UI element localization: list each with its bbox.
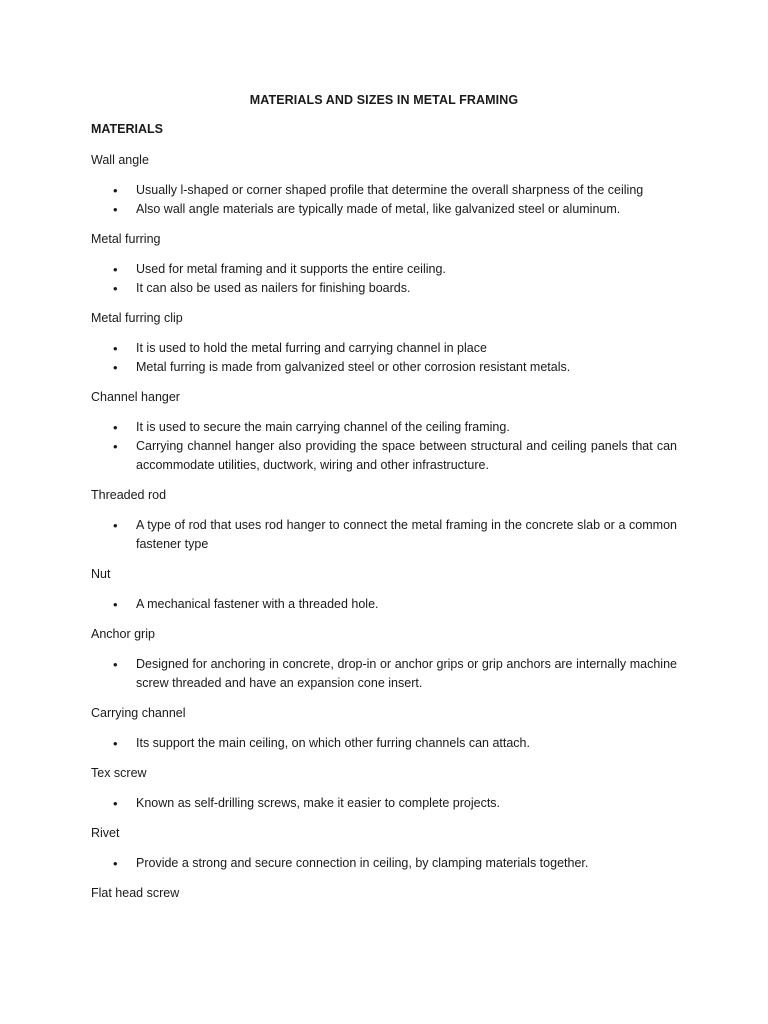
material-name: Carrying channel: [91, 706, 186, 720]
material-name: Anchor grip: [91, 627, 155, 641]
bullet-list: [91, 854, 677, 873]
bullet-list: [91, 260, 677, 298]
bullet-item: • Known as self-drilling screws, make it easier to complete projects.: [91, 794, 677, 813]
material-item-channel-hanger: [91, 388, 677, 475]
bullet-item: • A mechanical fastener with a threaded hole.: [91, 595, 677, 614]
material-item-metal-furring-clip: [91, 309, 677, 377]
bullet-item: • Also wall angle materials are typically made of metal, like galvanized steel or aluminum.: [91, 200, 677, 219]
bullet-list: [91, 516, 677, 554]
material-item-flat-head-screw: [91, 884, 677, 902]
material-name: Metal furring clip: [91, 311, 183, 325]
material-name: Nut: [91, 567, 111, 581]
bullet-item: • Provide a strong and secure connection in ceiling, by clamping materials together.: [91, 854, 677, 873]
bullet-list: [91, 734, 677, 753]
material-item-anchor-grip: [91, 625, 677, 693]
bullet-list: [91, 794, 677, 813]
bullet-item: • Its support the main ceiling, on which other furring channels can attach.: [91, 734, 677, 753]
bullet-item: • A type of rod that uses rod hanger to connect the metal framing in the concrete slab or a common fastener type: [91, 516, 677, 554]
material-name: Metal furring: [91, 232, 161, 246]
material-item-wall-angle: [91, 151, 677, 219]
material-item-threaded-rod: [91, 486, 677, 554]
bullet-list: [91, 181, 677, 219]
bullet-list: [91, 595, 677, 614]
material-item-tex-screw: [91, 764, 677, 813]
material-name: Rivet: [91, 826, 120, 840]
page-title: MATERIALS AND SIZES IN METAL FRAMING: [249, 93, 519, 107]
bullet-item: • Designed for anchoring in concrete, drop-in or anchor grips or grip anchors are internally machine screw threaded and have an expansion cone insert.: [91, 655, 677, 693]
bullet-item: • It is used to hold the metal furring and carrying channel in place: [91, 339, 677, 358]
material-item-nut: [91, 565, 677, 614]
material-name: Tex screw: [91, 766, 147, 780]
bullet-item: • Metal furring is made from galvanized steel or other corrosion resistant metals.: [91, 358, 677, 377]
bullet-list: [91, 418, 677, 475]
material-name: Threaded rod: [91, 488, 167, 502]
section-heading: MATERIALS: [91, 122, 163, 136]
material-item-carrying-channel: [91, 704, 677, 753]
material-item-metal-furring: [91, 230, 677, 298]
materials-list: [91, 151, 677, 914]
bullet-item: • Usually l-shaped or corner shaped profile that determine the overall sharpness of the ceiling: [91, 181, 677, 200]
bullet-item: • Carrying channel hanger also providing the space between structural and ceiling panels that can accommodate utilities, ductwork, wiring and other infrastructure.: [91, 437, 677, 475]
bullet-item: • It is used to secure the main carrying channel of the ceiling framing.: [91, 418, 677, 437]
material-name: Flat head screw: [91, 886, 180, 900]
bullet-item: • It can also be used as nailers for finishing boards.: [91, 279, 677, 298]
bullet-item: • Used for metal framing and it supports the entire ceiling.: [91, 260, 677, 279]
bullet-list: [91, 655, 677, 693]
material-name: Channel hanger: [91, 390, 180, 404]
material-item-rivet: [91, 824, 677, 873]
material-name: Wall angle: [91, 153, 149, 167]
bullet-list: [91, 339, 677, 377]
